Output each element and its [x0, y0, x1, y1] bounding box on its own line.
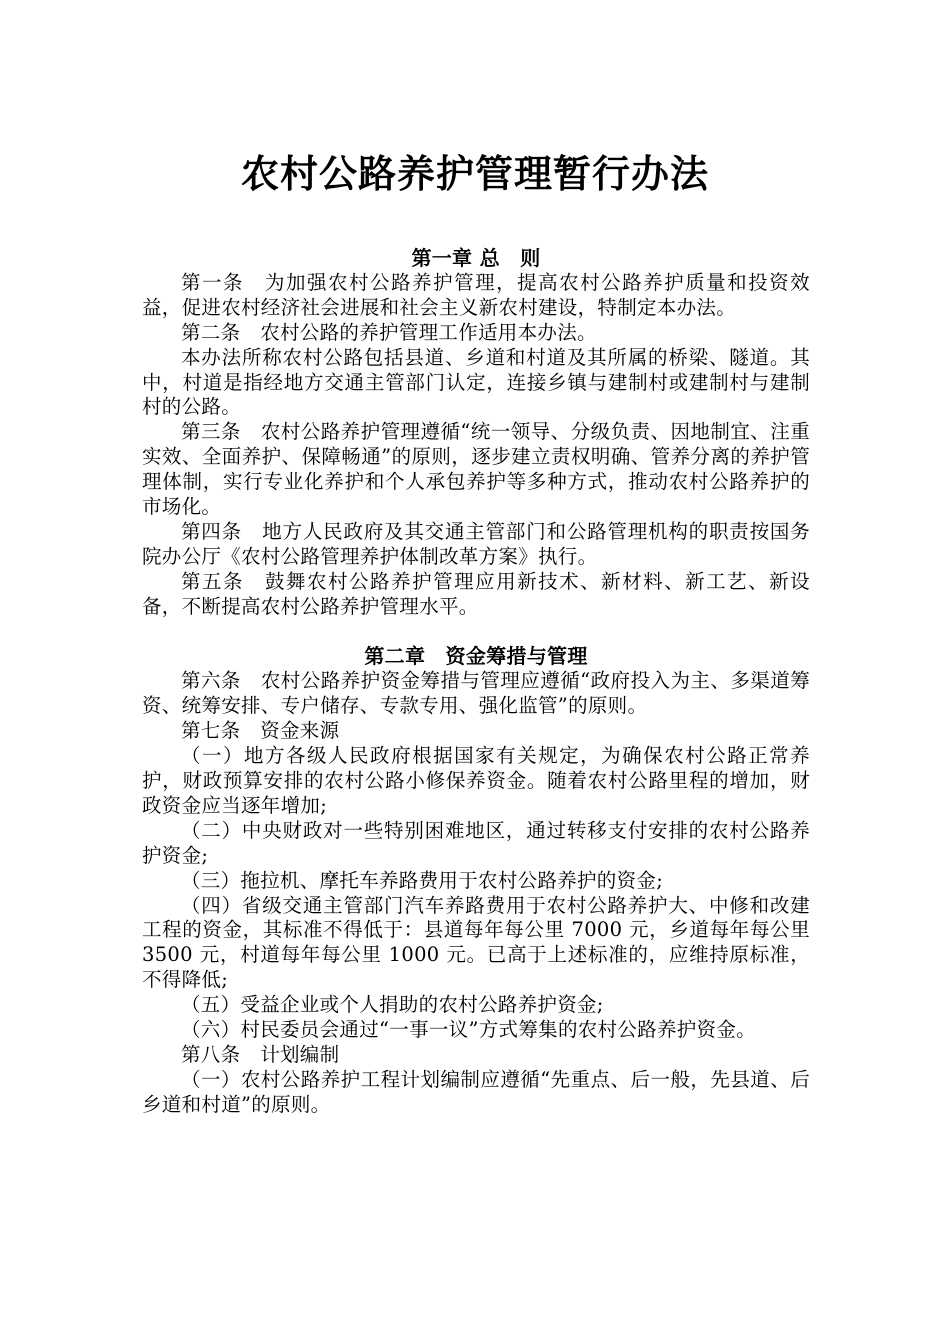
- article-3: 第三条 农村公路养护管理遵循“统一领导、分级负责、因地制宜、注重实效、全面养护、保障畅通”的原则，逐步建立责权明确、管养分离的养护管理体制，实行专业化养护和个人承包养护等多种方式，推动农村公路养护的市场化。: [142, 420, 810, 519]
- article-5: 第五条 鼓舞农村公路养护管理应用新技术、新材料、新工艺、新设备，不断提高农村公路养护管理水平。: [142, 569, 810, 618]
- article-1: 第一条 为加强农村公路养护管理，提高农村公路养护质量和投资效益，促进农村经济社会进展和社会主义新农村建设，特制定本办法。: [142, 270, 810, 319]
- document-body: [142, 246, 810, 1118]
- article-2: 第二条 农村公路的养护管理工作适用本办法。: [181, 320, 597, 344]
- article-7-item-1: （一）地方各级人民政府根据国家有关规定，为确保农村公路正常养护，财政预算安排的农村公路小修保养资金。随着农村公路里程的增加，财政资金应当逐年增加;: [142, 744, 810, 817]
- article-4: 第四条 地方人民政府及其交通主管部门和公路管理机构的职责按国务院办公厅《农村公路管理养护体制改革方案》执行。: [142, 519, 810, 568]
- article-6: 第六条 农村公路养护资金筹措与管理应遵循“政府投入为主、多渠道筹资、统筹安排、专户储存、专款专用、强化监管”的原则。: [142, 669, 810, 718]
- chapter-1-heading: 第一章 总 则: [411, 246, 541, 270]
- chapter-2-heading: 第二章 资金筹措与管理: [364, 644, 588, 669]
- article-8: 第八条 计划编制: [181, 1042, 340, 1066]
- article-7: 第七条 资金来源: [181, 719, 340, 743]
- article-7-item-4: （四）省级交通主管部门汽车养路费用于农村公路养护大、中修和改建工程的资金，其标准不得低于：县道每年每公里 7000 元，乡道每年每公里 3500 元，村道每年每公里 1000 元。已高于上述标准的，应维持原标准，不得降低;: [142, 893, 810, 992]
- article-7-item-2: （二）中央财政对一些特别困难地区，通过转移支付安排的农村公路养护资金;: [142, 818, 810, 867]
- document-title: 农村公路养护管理暂行办法: [240, 152, 709, 196]
- article-7-item-6: （六）村民委员会通过“一事一议”方式筹集的农村公路养护资金。: [181, 1018, 756, 1042]
- article-7-item-3: （三）拖拉机、摩托车养路费用于农村公路养护的资金;: [181, 868, 664, 892]
- article-2-scope: 本办法所称农村公路包括县道、乡道和村道及其所属的桥梁、隧道。其中，村道是指经地方交通主管部门认定，连接乡镇与建制村或建制村与建制村的公路。: [142, 345, 810, 419]
- article-8-item-1: （一）农村公路养护工程计划编制应遵循“先重点、后一般，先县道、后乡道和村道”的原则。: [142, 1067, 810, 1116]
- article-7-item-5: （五）受益企业或个人捐助的农村公路养护资金;: [181, 993, 604, 1017]
